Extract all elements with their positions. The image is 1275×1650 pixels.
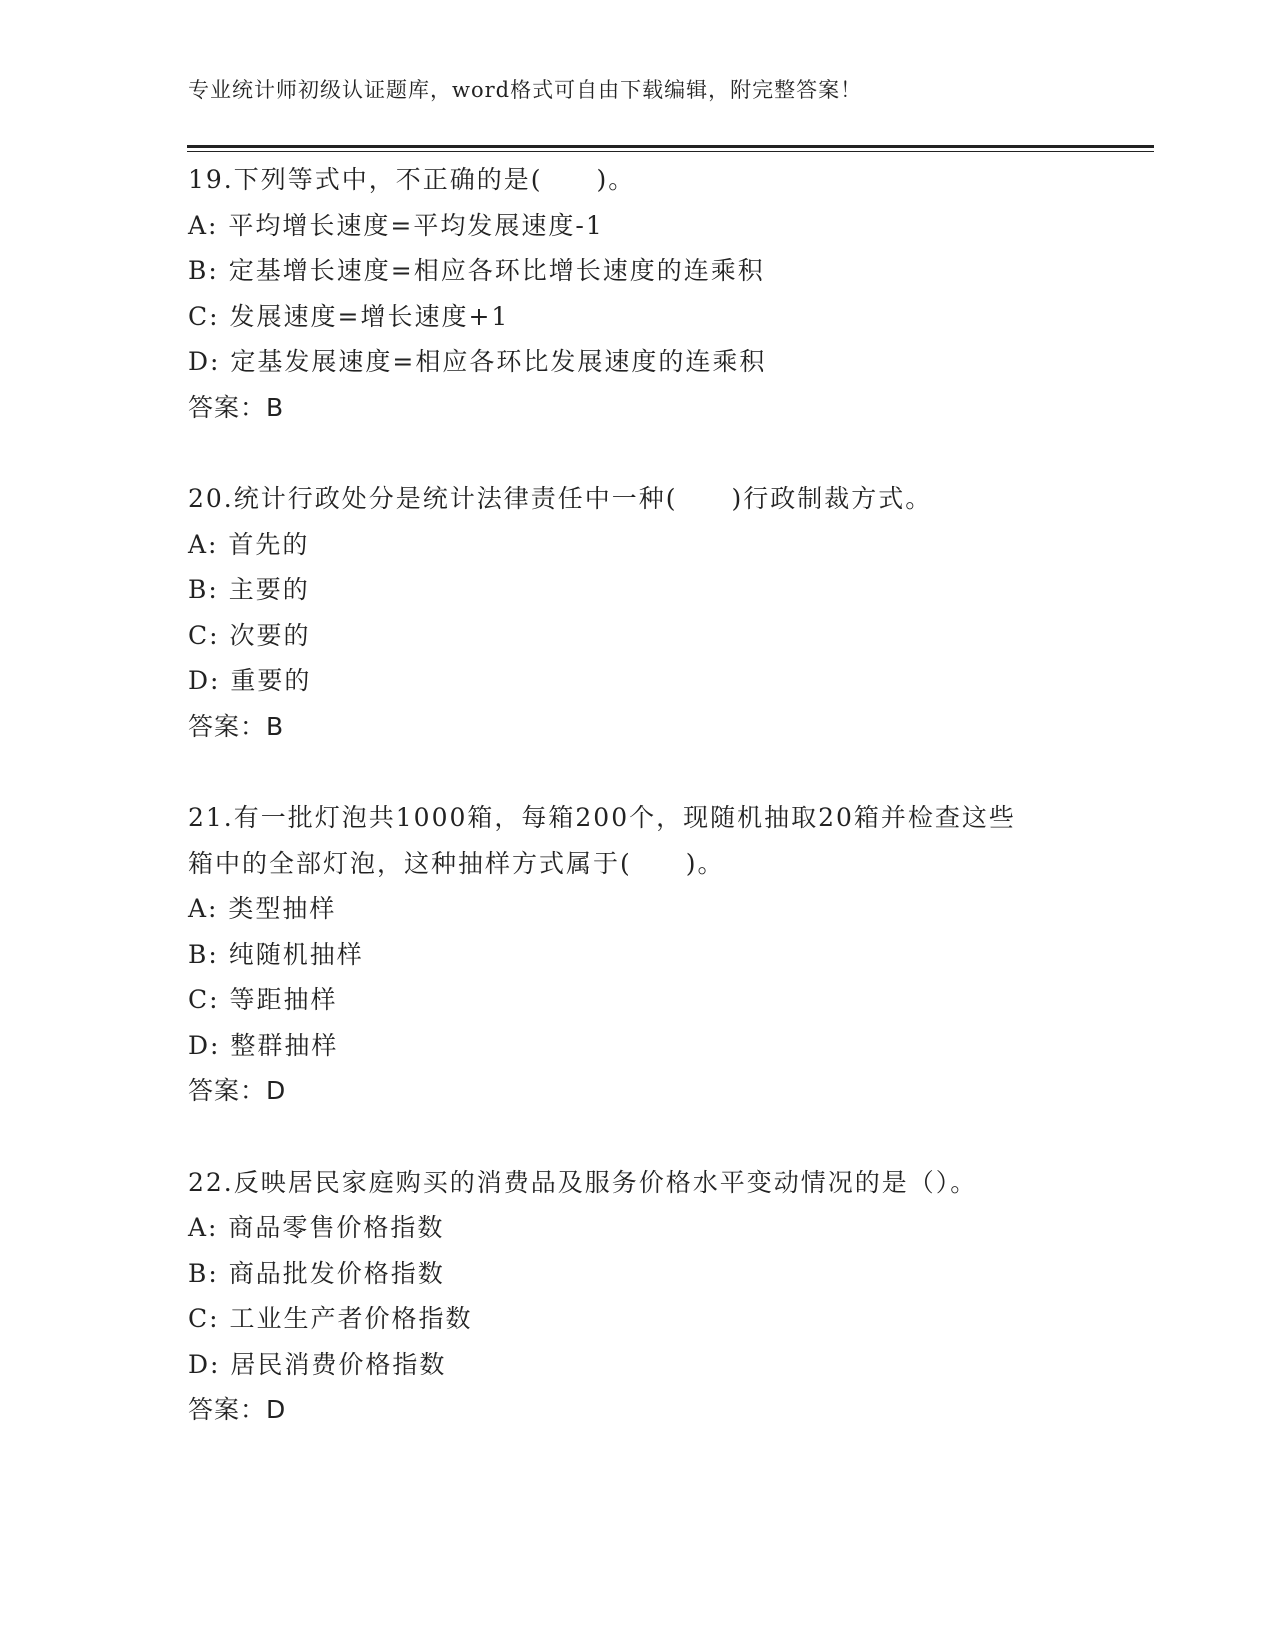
question-22 bbox=[188, 1160, 1088, 1433]
option-b: B: 主要的 bbox=[188, 575, 310, 604]
option-b: B: 商品批发价格指数 bbox=[188, 1258, 445, 1288]
header-divider-thin bbox=[187, 151, 1154, 152]
question-19 bbox=[188, 157, 1088, 430]
option-b: B: 定基增长速度=相应各环比增长速度的连乘积 bbox=[188, 256, 765, 285]
answer: 答案：D bbox=[188, 1076, 287, 1105]
option-c: C: 次要的 bbox=[188, 620, 311, 650]
option-c: C: 发展速度=增长速度+1 bbox=[188, 301, 510, 331]
question-21 bbox=[188, 795, 1088, 1114]
answer: 答案：D bbox=[188, 1395, 287, 1424]
option-a: A: 类型抽样 bbox=[188, 894, 337, 923]
option-c: C: 工业生产者价格指数 bbox=[188, 1304, 473, 1333]
option-d: D: 居民消费价格指数 bbox=[188, 1349, 447, 1379]
question-20 bbox=[188, 476, 1088, 749]
option-d: D: 整群抽样 bbox=[188, 1030, 339, 1060]
question-stem: 22.反映居民家庭购买的消费品及服务价格水平变动情况的是（）。 bbox=[188, 1167, 978, 1197]
question-list bbox=[188, 157, 1088, 1433]
header-divider-thick bbox=[187, 145, 1154, 148]
option-d: D: 定基发展速度=相应各环比发展速度的连乘积 bbox=[188, 347, 767, 376]
answer: 答案：B bbox=[188, 392, 285, 422]
option-b: B: 纯随机抽样 bbox=[188, 939, 364, 969]
question-stem-line-2: 箱中的全部灯泡，这种抽样方式属于( )。 bbox=[188, 848, 725, 878]
answer: 答案：B bbox=[188, 711, 285, 741]
question-stem-line-1: 21.有一批灯泡共1000箱，每箱200个，现随机抽取20箱并检查这些 bbox=[188, 803, 1016, 832]
option-a: A: 首先的 bbox=[188, 529, 310, 559]
question-stem: 20.统计行政处分是统计法律责任中一种( )行政制裁方式。 bbox=[188, 484, 933, 513]
question-stem: 19.下列等式中，不正确的是( )。 bbox=[188, 165, 636, 194]
page-header: 专业统计师初级认证题库，word格式可自由下载编辑，附完整答案！ bbox=[188, 78, 863, 102]
option-a: A: 商品零售价格指数 bbox=[188, 1213, 445, 1242]
option-d: D: 重要的 bbox=[188, 666, 312, 695]
option-c: C: 等距抽样 bbox=[188, 985, 338, 1014]
option-a: A: 平均增长速度=平均发展速度-1 bbox=[188, 210, 604, 240]
